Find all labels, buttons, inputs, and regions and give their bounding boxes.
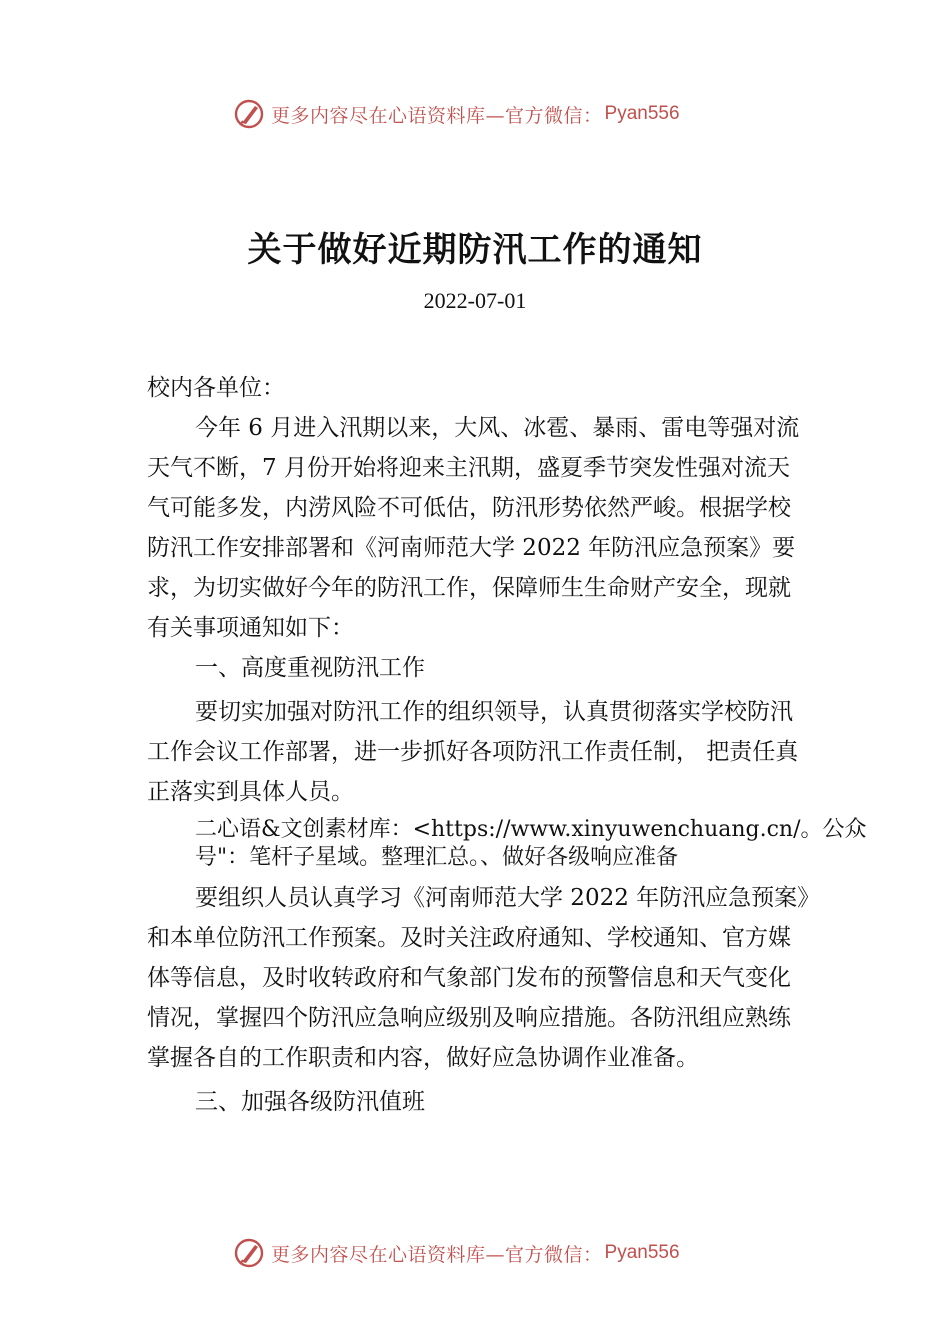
quill-pen-logo-icon: [233, 1237, 265, 1269]
salutation: 校内各单位：: [147, 375, 285, 401]
banner-content: [233, 96, 680, 132]
footer-banner: [0, 1235, 950, 1271]
header-banner: [0, 96, 950, 132]
section-2-paragraph: 要组织人员认真学习《河南师范大学 2022 年防汛应急预案》和本单位防汛工作预案。及时关注政府通知、学校通知、官方媒体等信息，及时收转政府和气象部门发布的预警信息和天气变化情况，掌握四个防汛应急响应级别及响应措施。各防汛组应熟练掌握各自的工作职责和内容，做好应急协调作业准备。: [147, 885, 809, 1071]
section-2-heading: 二心语&文创素材库：<https://www.xinyuwenchuang.cn/。公众号"：笔杆子星域。整理汇总。、做好各级响应准备: [195, 817, 867, 870]
banner-text: 更多内容尽在心语资料库—官方微信：: [271, 104, 603, 127]
banner-content: [233, 1235, 680, 1271]
document-date: 2022-07-01: [423, 288, 527, 313]
section-1-paragraph: 要切实加强对防汛工作的组织领导，认真贯彻落实学校防汛工作会议工作部署，进一步抓好各项防汛工作责任制， 把责任真正落实到具体人员。: [147, 699, 799, 805]
document-body: [147, 368, 867, 1122]
section-1-heading: 一、高度重视防汛工作: [195, 655, 425, 681]
intro-paragraph: 今年 6 月进入汛期以来，大风、冰雹、暴雨、雷电等强对流天气不断，7 月份开始将迎来主汛期，盛夏季节突发性强对流天气可能多发，内涝风险不可低估，防汛形势依然严峻。根据学校防汛工作安排部署和《河南师范大学 2022 年防汛应急预案》要求，为切实做好今年的防汛工作，保障师生生命财产安全，现就有关事项通知如下：: [147, 415, 800, 641]
section-3-heading: 三、加强各级防汛值班: [195, 1089, 425, 1115]
banner-wechat-id: Pyan556: [604, 1242, 680, 1263]
document-title: 关于做好近期防汛工作的通知: [247, 230, 703, 270]
quill-pen-logo-icon: [233, 98, 265, 130]
banner-text: 更多内容尽在心语资料库—官方微信：: [271, 1243, 603, 1266]
banner-wechat-id: Pyan556: [604, 103, 680, 124]
